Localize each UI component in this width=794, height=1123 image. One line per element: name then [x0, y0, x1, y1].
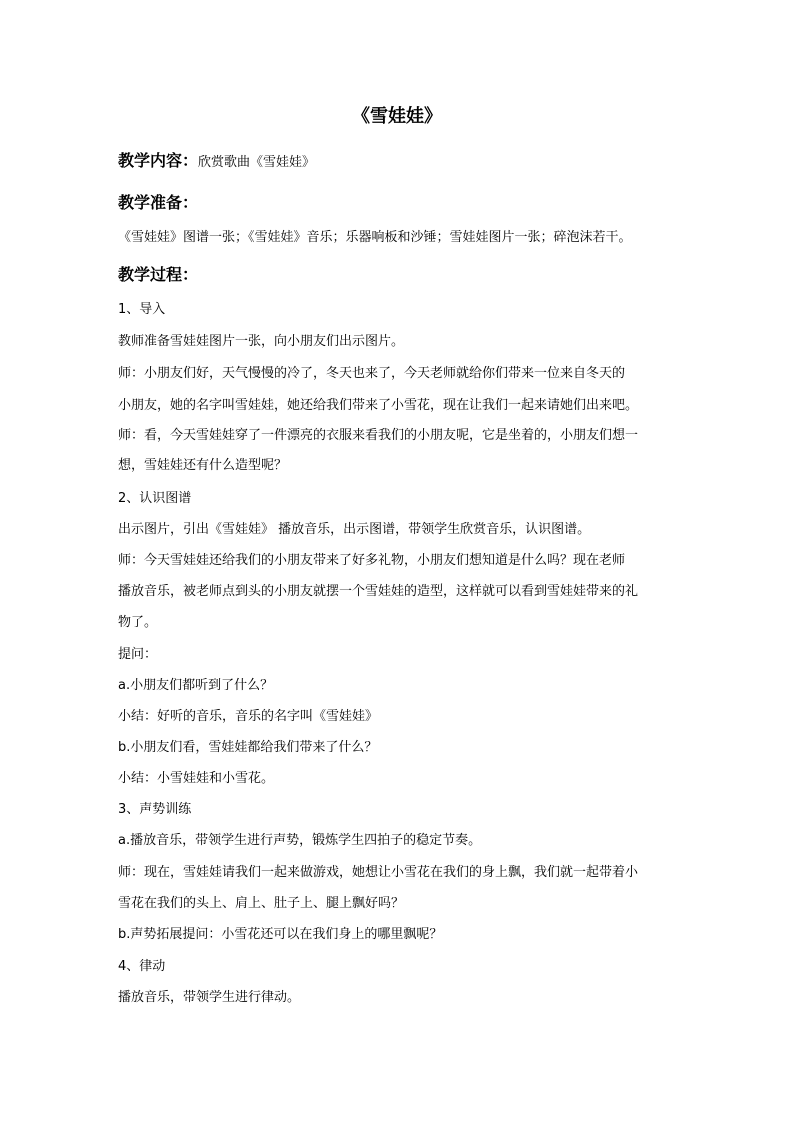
paragraph-line: 师：现在，雪娃娃请我们一起来做游戏，她想让小雪花在我们的身上飘，我们就一起带着小: [118, 865, 639, 880]
process-heading: 教学过程：: [118, 265, 199, 284]
paragraph-line: a.播放音乐，带领学生进行声势，锻炼学生四拍子的稳定节奏。: [118, 833, 482, 848]
content-label: 教学内容：: [118, 151, 199, 170]
paragraph-line: a.小朋友们都听到了什么？: [118, 678, 274, 693]
section-heading-intro: 1、导入: [118, 302, 166, 317]
paragraph-line: 教师准备雪娃娃图片一张，向小朋友们出示图片。: [118, 334, 405, 349]
paragraph-line: b.声势拓展提问：小雪花还可以在我们身上的哪里飘呢？: [118, 927, 443, 942]
paragraph-line: b.小朋友们看，雪娃娃都给我们带来了什么？: [118, 740, 378, 755]
section-heading-body-percussion: 3、声势训练: [118, 802, 192, 817]
paragraph-line: 师：看，今天雪娃娃穿了一件漂亮的衣服来看我们的小朋友呢，它是坐着的，小朋友们想一: [118, 428, 639, 443]
section-heading-rhythm: 4、律动: [118, 959, 166, 974]
content-heading: [118, 149, 315, 175]
preparation-heading: 教学准备：: [118, 193, 199, 212]
preparation-text: 《雪娃娃》图谱一张；《雪娃娃》音乐；乐器响板和沙锤；雪娃娃图片一张；碎泡沫若干。: [118, 230, 632, 245]
paragraph-line: 出示图片，引出《雪娃娃》 播放音乐，出示图谱，带领学生欣赏音乐，认识图谱。: [118, 522, 591, 537]
paragraph-line: 播放音乐，被老师点到头的小朋友就摆一个雪娃娃的造型，这样就可以看到雪娃娃带来的礼: [118, 584, 639, 599]
paragraph-line: 小结：小雪娃娃和小雪花。: [118, 771, 275, 786]
paragraph-line: 小朋友，她的名字叫雪娃娃，她还给我们带来了小雪花，现在让我们一起来请她们出来吧。: [118, 398, 639, 413]
content-value: 欣赏歌曲《雪娃娃》: [198, 155, 316, 170]
paragraph-line: 播放音乐，带领学生进行律动。: [118, 990, 301, 1005]
paragraph-line: 物了。: [118, 615, 158, 630]
paragraph-line: 小结：好听的音乐，音乐的名字叫《雪娃娃》: [118, 709, 379, 724]
paragraph-line: 师：小朋友们好，天气慢慢的冷了，冬天也来了，今天老师就给你们带来一位来自冬天的: [118, 366, 626, 381]
paragraph-line: 提问：: [118, 647, 158, 662]
paragraph-line: 想，雪娃娃还有什么造型呢？: [118, 458, 288, 473]
paragraph-line: 师：今天雪娃娃还给我们的小朋友带来了好多礼物，小朋友们想知道是什么吗？现在老师: [118, 553, 626, 568]
section-heading-score: 2、认识图谱: [118, 491, 192, 506]
paragraph-line: 雪花在我们的头上、肩上、肚子上、腿上飘好吗？: [118, 896, 405, 911]
document-title: 《雪娃娃》: [352, 106, 442, 127]
